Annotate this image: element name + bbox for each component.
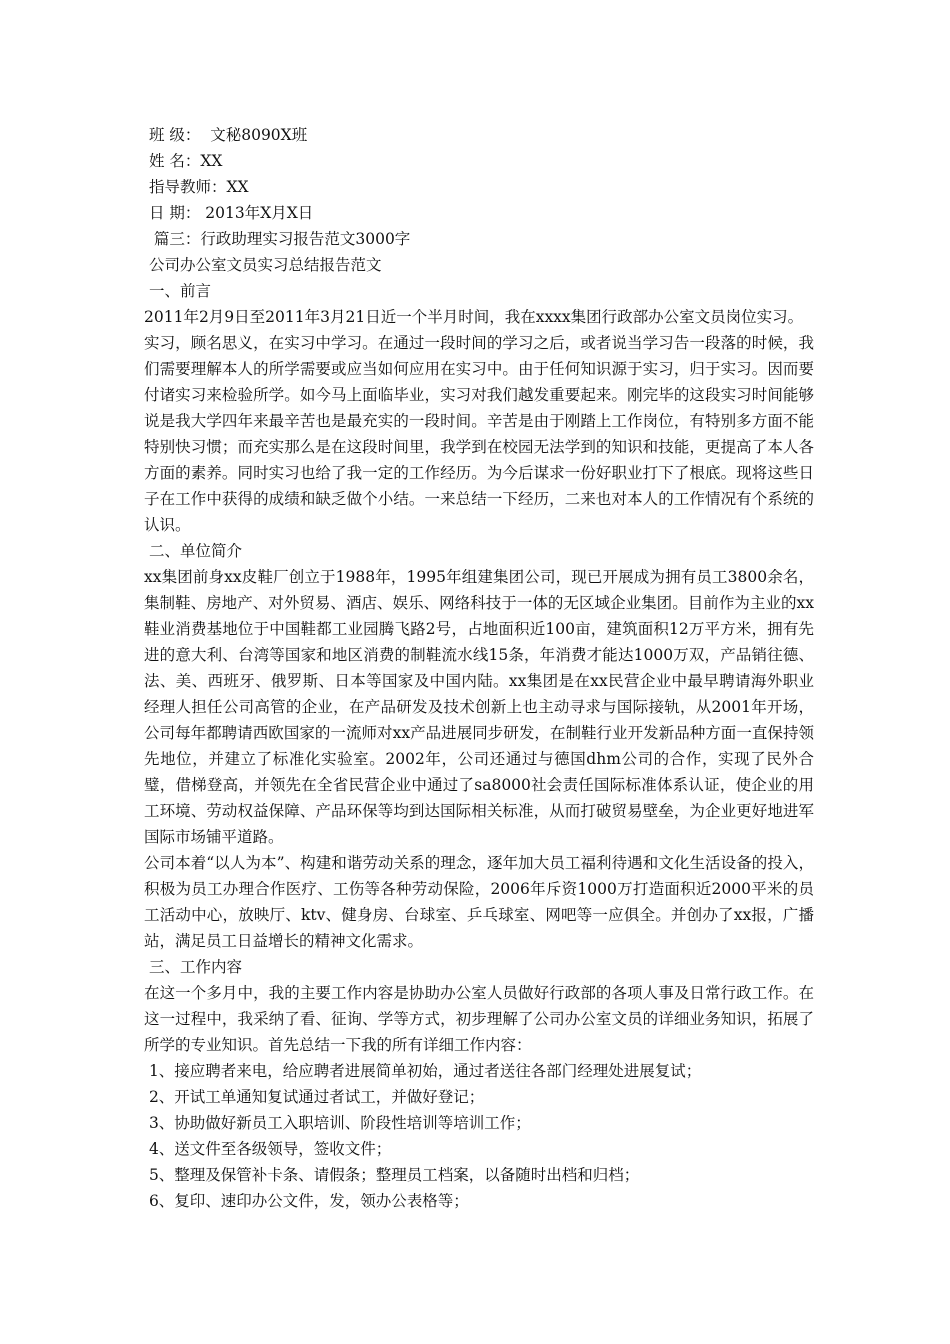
class-line: 班 级： 文秘8090X班 (144, 126, 308, 144)
work-list-item: 4、送文件至各级领导，签收文件； (144, 1140, 392, 1158)
company-paragraph-1: xx集团前身xx皮鞋厂创立于1988年，1995年组建集团公司，现已开展成为拥有员工3800余名，集制鞋、房地产、对外贸易、酒店、娱乐、网络科技于一体的无区域企业集团。目前作为主业的xx鞋业消费基地位于中国鞋都工业园腾飞路2号，占地面积近100亩，建筑面积12万平方米，拥有先进的意大利、台湾等国家和地区消费的制鞋流水线15条，年消费才能达1000万双，产品销往德、法、美、西班牙、俄罗斯、日本等国家及中国内陆。xx集团是在xx民营企业中最早聘请海外职业经理人担任公司高管的企业，在产品研发及技术创新上也主动寻求与国际接轨，从2001年开场，公司每年都聘请西欧国家的一流师对xx产品进展同步研发，在制鞋行业开发新品种方面一直保持领先地位，并建立了标准化实验室。2002年，公司还通过与德国dhm公司的合作，实现了民外合璧，借梯登高，并领先在全省民营企业中通过了sa8000社会责任国际标准体系认证，使企业的用工环境、劳动权益保障、产品环保等均到达国际相关标准，从而打破贸易壁垒，为企业更好地进军国际市场铺平道路。 (144, 568, 814, 846)
work-list-item: 3、协助做好新员工入职培训、阶段性培训等培训工作； (144, 1114, 531, 1132)
work-list-item: 2、开试工单通知复试通过者试工，并做好登记； (144, 1088, 485, 1106)
document-title: 公司办公室文员实习总结报告范文 (144, 256, 382, 274)
section-heading-preface: 一、前言 (144, 282, 211, 300)
work-list-item: 6、复印、速印办公文件，发，领办公表格等； (144, 1192, 469, 1210)
work-paragraph-1: 在这一个多月中，我的主要工作内容是协助办公室人员做好行政部的各项人事及日常行政工作。在这一过程中，我采纳了看、征询、学等方式，初步理解了公司办公室文员的详细业务知识，拓展了所学的专业知识。首先总结一下我的所有详细工作内容： (144, 984, 814, 1054)
article-title: 篇三：行政助理实习报告范文3000字 (144, 230, 411, 248)
student-name-line: 姓 名：XX (144, 152, 223, 170)
company-paragraph-2: 公司本着“以人为本”、构建和谐劳动关系的理念，逐年加大员工福利待遇和文化生活设备的投入，积极为员工办理合作医疗、工伤等各种劳动保险，2006年斥资1000万打造面积近2000平米的员工活动中心，放映厅、ktv、健身房、台球室、乒乓球室、网吧等一应俱全。并创办了xx报，广播站，满足员工日益增长的精神文化需求。 (144, 854, 814, 950)
document-page (144, 122, 814, 1214)
section-heading-company: 二、单位简介 (144, 542, 242, 560)
section-heading-work: 三、工作内容 (144, 958, 242, 976)
preface-paragraph-1: 2011年2月9日至2011年3月21日近一个半月时间，我在xxxx集团行政部办公室文员岗位实习。 (144, 308, 804, 326)
work-list-item: 1、接应聘者来电，给应聘者进展简单初始，通过者送往各部门经理处进展复试； (144, 1062, 702, 1080)
work-list-item: 5、整理及保管补卡条、请假条；整理员工档案，以备随时出档和归档； (144, 1166, 640, 1184)
teacher-line: 指导教师：XX (144, 178, 249, 196)
preface-paragraph-2: 实习，顾名思义，在实习中学习。在通过一段时间的学习之后，或者说当学习告一段落的时候，我们需要理解本人的所学需要或应当如何应用在实习中。由于任何知识源于实习，归于实习。因而要付诸实习来检验所学。如今马上面临毕业，实习对我们越发重要起来。刚完毕的这段实习时间能够说是我大学四年来最辛苦也是最充实的一段时间。辛苦是由于刚踏上工作岗位，有特别多方面不能特别快习惯；而充实那么是在这段时间里，我学到在校园无法学到的知识和技能，更提高了本人各方面的素养。同时实习也给了我一定的工作经历。为今后谋求一份好职业打下了根底。现将这些日子在工作中获得的成绩和缺乏做个小结。一来总结一下经历，二来也对本人的工作情况有个系统的认识。 (144, 334, 814, 534)
date-line: 日 期： 2013年X月X日 (144, 204, 314, 222)
